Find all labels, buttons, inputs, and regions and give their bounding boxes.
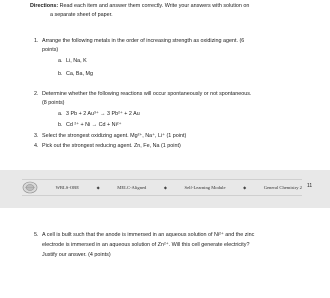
item-3-text: Select the strongest oxidizing agent. Mg²⁺, Na⁺, Li⁺ (1 point): [42, 133, 187, 139]
directions-text-line2: a separate sheet of paper.: [50, 12, 113, 18]
item-5-number: 5.: [34, 232, 39, 238]
item-2a-reaction: 3 Pb + 2 Au³⁺ → 3 Pb²⁺ + 2 Au: [66, 111, 140, 117]
footer-module: Self-Learning Module: [184, 185, 226, 190]
directions-text: Read each item and answer them correctly. Write your answers with solution on: [58, 3, 250, 9]
item-1-number: 1.: [34, 38, 39, 44]
footer-rule-bottom: [22, 195, 302, 196]
directions-label: Directions:: [30, 3, 59, 9]
item-5-text: A cell is built such that the anode is immersed in an aqueous solution of Ni²⁺ and the zinc: [42, 232, 255, 238]
item-2-text: Determine whether the following reactions will occur spontaneously or not spontaneous.: [42, 91, 252, 97]
item-1-text: Arrange the following metals in the order of increasing strength as oxidizing agent. (6: [42, 38, 245, 44]
item-1a-text: Li, Na, K: [66, 58, 87, 64]
footer-subject: General Chemistry 2: [263, 185, 302, 190]
footer-separator-icon: ◆: [243, 185, 247, 190]
item-2b-label: b.: [58, 122, 63, 128]
item-5-text-line2: electrode is immersed in an aqueous solution of Zn²⁺. Will this cell generate electricity?: [42, 242, 250, 248]
item-4-number: 4.: [34, 143, 39, 149]
item-1-text-line2: points): [42, 47, 59, 53]
item-3-number: 3.: [34, 133, 39, 139]
footer-aligned: MELC-Aligned: [117, 185, 147, 190]
item-1b-label: b.: [58, 71, 63, 77]
item-1b-text: Ca, Ba, Mg: [66, 71, 93, 77]
item-5-text-line3: Justify our answer. (4 points): [42, 252, 111, 258]
footer-separator-icon: ◆: [96, 185, 100, 190]
footer-org: WBLS-OBE: [55, 185, 80, 190]
item-1a-label: a.: [58, 58, 63, 64]
item-4-text: Pick out the strongest reducing agent. Zn, Fe, Na (1 point): [42, 143, 181, 149]
footer-separator-icon: ◆: [163, 185, 167, 190]
directions: [30, 3, 249, 10]
page-number: 11: [307, 183, 313, 189]
deped-seal-icon: [22, 181, 38, 194]
item-2-number: 2.: [34, 91, 39, 97]
item-2a-label: a.: [58, 111, 63, 117]
item-2b-reaction: Cd ²⁺ + Ni → Cd + Ni²⁺: [66, 122, 122, 128]
item-2-text-line2: (8 points): [42, 100, 65, 106]
footer-bar: [22, 180, 302, 195]
